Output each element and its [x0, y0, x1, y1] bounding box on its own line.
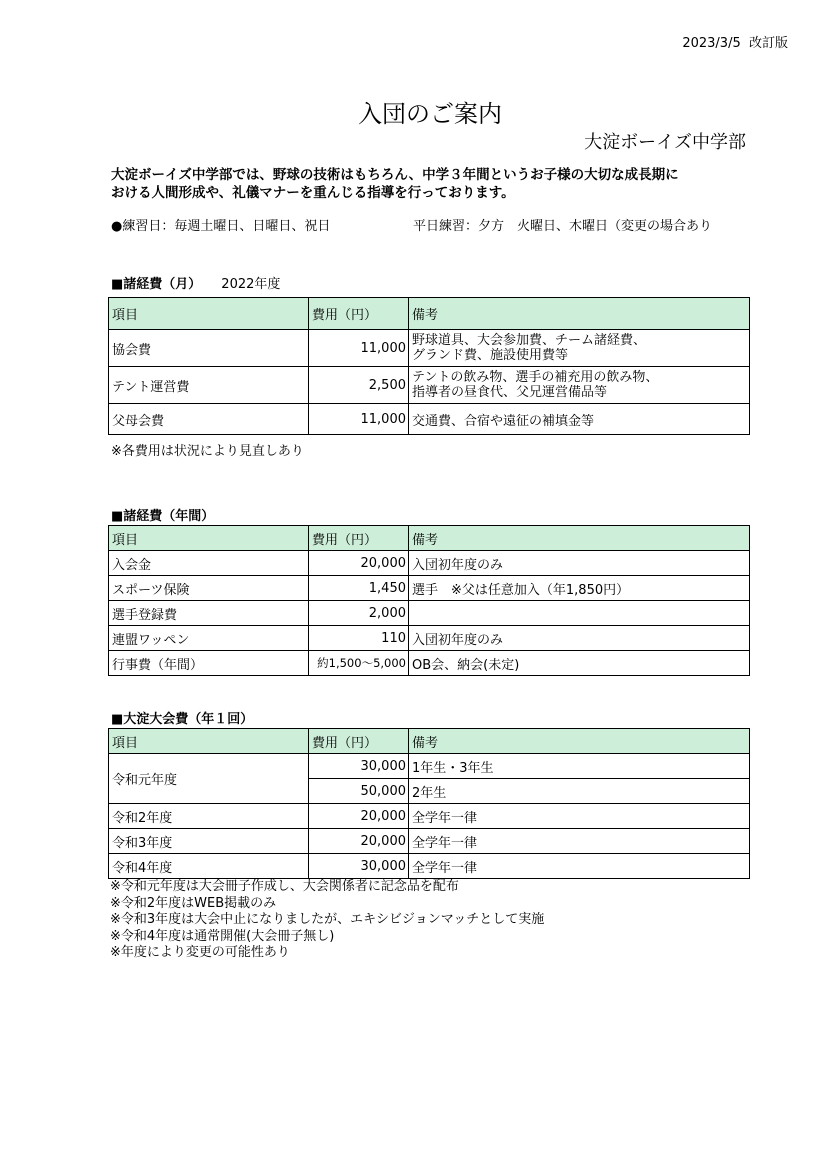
note-cell: 全学年一律 [409, 829, 750, 854]
table-row [109, 404, 750, 435]
column-header-note: 備考 [409, 298, 750, 330]
fee-cell: 11,000 [309, 404, 409, 435]
intro-line-2: おける人間形成や、礼儀マナーを重んじる指導を行っております。 [111, 185, 515, 201]
table-header-row [109, 729, 750, 754]
item-cell: 令和4年度 [109, 854, 309, 879]
monthly-footnote: ※各費用は状況により見直しあり [111, 444, 304, 459]
column-header-fee: 費用（円） [309, 526, 409, 551]
fee-cell: 2,500 [309, 367, 409, 404]
table-row [109, 330, 750, 367]
fee-cell: 2,000 [309, 601, 409, 626]
table-header-row [109, 526, 750, 551]
column-header-item: 項目 [109, 298, 309, 330]
table-row [109, 651, 750, 676]
fee-cell: 1,450 [309, 576, 409, 601]
annual-section-title: ■諸経費（年間） [111, 509, 215, 524]
table-row [109, 367, 750, 404]
note-cell: 全学年一律 [409, 854, 750, 879]
note-cell: 1年生・3年生 [409, 754, 750, 779]
revision-date [600, 32, 788, 51]
fee-cell: 110 [309, 626, 409, 651]
item-cell: 父母会費 [109, 404, 309, 435]
note-cell [409, 367, 750, 404]
note-line: ※年度により変更の可能性あり [110, 945, 290, 960]
date-text: 2023/3/5 [682, 36, 741, 51]
note-cell: 全学年一律 [409, 804, 750, 829]
fee-cell: 約1,500～5,000 [309, 651, 409, 676]
fee-cell: 30,000 [309, 854, 409, 879]
note-cell: OB会、納会(未定) [409, 651, 750, 676]
column-header-fee: 費用（円） [309, 729, 409, 754]
note-line: ※令和3年度は大会中止になりましたが、エキシビジョンマッチとして実施 [110, 912, 545, 927]
monthly-title-text: ■諸経費（月） [111, 277, 202, 292]
note-line: 指導者の昼食代、父兄運営備品等 [412, 385, 608, 400]
note-cell: 交通費、合宿や遠征の補填金等 [409, 404, 750, 435]
table-row [109, 601, 750, 626]
table-row [109, 829, 750, 854]
note-line: 野球道具、大会参加費、チーム諸経費、 [412, 333, 647, 348]
item-cell: 入会金 [109, 551, 309, 576]
table-row [109, 854, 750, 879]
fee-cell: 11,000 [309, 330, 409, 367]
note-cell: 選手 ※父は任意加入（年1,850円） [409, 576, 750, 601]
note-cell [409, 601, 750, 626]
table-row [109, 576, 750, 601]
tournament-notes [110, 879, 544, 962]
note-line: ※令和4年度は通常開催(大会冊子無し) [110, 928, 335, 944]
item-cell: スポーツ保険 [109, 576, 309, 601]
note-line: ※令和元年度は大会冊子作成し、大会関係者に記念品を配布 [110, 879, 459, 894]
item-cell: 協会費 [109, 330, 309, 367]
fee-cell: 20,000 [309, 804, 409, 829]
note-line: テントの飲み物、選手の補充用の飲み物、 [412, 370, 659, 385]
note-line: グランド費、施設使用費等 [412, 348, 569, 363]
edition-text: 改訂版 [748, 36, 788, 51]
table-row [109, 804, 750, 829]
item-cell: 行事費（年間） [109, 651, 309, 676]
monthly-section-title [111, 273, 280, 292]
note-cell: 入団初年度のみ [409, 551, 750, 576]
item-cell: 選手登録費 [109, 601, 309, 626]
column-header-item: 項目 [109, 526, 309, 551]
practice-days-weekend: ●練習日：毎週土曜日、日曜日、祝日 [111, 219, 331, 234]
fee-cell: 20,000 [309, 551, 409, 576]
note-cell: 2年生 [409, 779, 750, 804]
practice-days-weekday: 平日練習：夕方 火曜日、木曜日（変更の場合あり [413, 219, 713, 234]
column-header-item: 項目 [109, 729, 309, 754]
item-cell: 連盟ワッペン [109, 626, 309, 651]
item-cell: 令和3年度 [109, 829, 309, 854]
column-header-note: 備考 [409, 526, 750, 551]
item-cell: 令和元年度 [109, 754, 309, 804]
table-row [109, 626, 750, 651]
note-line: ※令和2年度はWEB掲載のみ [110, 895, 277, 911]
annual-fee-table [108, 525, 750, 676]
table-header-row [109, 298, 750, 330]
table-row [109, 754, 750, 779]
intro-paragraph [111, 166, 761, 202]
organization-name: 大淀ボーイズ中学部 [584, 132, 746, 153]
monthly-year: 2022年度 [221, 277, 281, 292]
fee-cell: 30,000 [309, 754, 409, 779]
column-header-fee: 費用（円） [309, 298, 409, 330]
tournament-section-title: ■大淀大会費（年１回） [111, 712, 254, 727]
note-cell: 入団初年度のみ [409, 626, 750, 651]
fee-cell: 20,000 [309, 829, 409, 854]
monthly-fee-table [108, 297, 750, 435]
tournament-fee-table [108, 728, 750, 879]
fee-cell: 50,000 [309, 779, 409, 804]
column-header-note: 備考 [409, 729, 750, 754]
item-cell: 令和2年度 [109, 804, 309, 829]
item-cell: テント運営費 [109, 367, 309, 404]
intro-line-1: 大淀ボーイズ中学部では、野球の技術はもちろん、中学３年間というお子様の大切な成長期に [111, 167, 679, 183]
page-title: 入団のご案内 [358, 100, 502, 128]
note-cell [409, 330, 750, 367]
table-row [109, 551, 750, 576]
